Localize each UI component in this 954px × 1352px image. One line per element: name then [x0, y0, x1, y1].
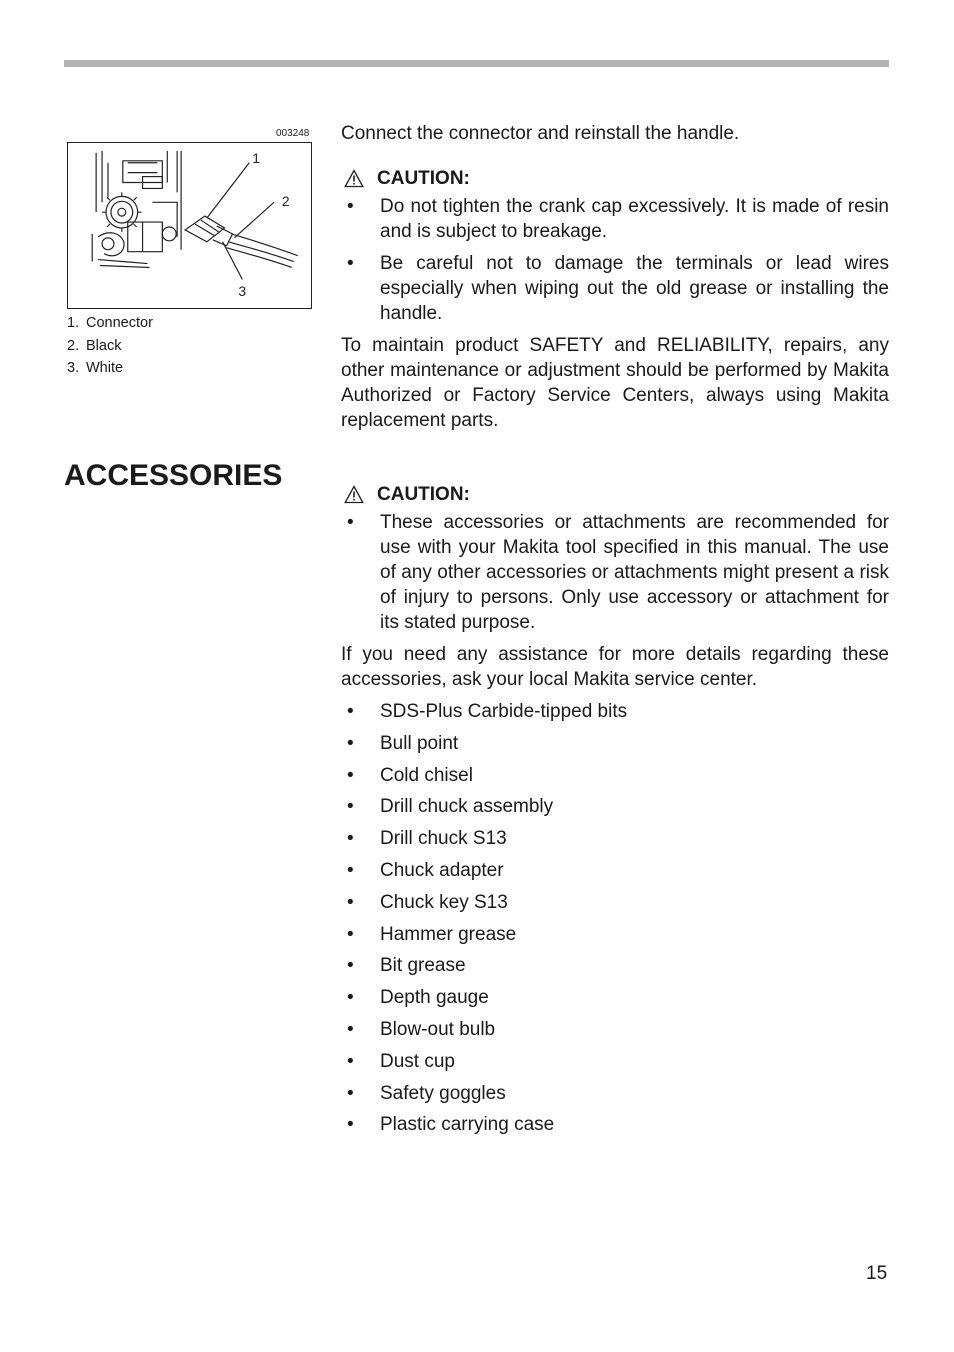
legend-number: 3.	[67, 360, 80, 376]
bullet: •	[347, 1018, 354, 1040]
bullet: •	[347, 196, 354, 217]
caution-label: CAUTION:	[377, 168, 470, 189]
legend-label: Connector	[86, 315, 153, 331]
caution-text: Do not tighten the crank cap excessively. It is made of resin and is subject to breakage.	[380, 196, 889, 242]
accessory-label: Blow-out bulb	[380, 1018, 496, 1040]
accessory-item	[341, 1081, 889, 1106]
legend-label: White	[86, 360, 124, 376]
warning-triangle-icon	[344, 485, 364, 504]
bullet: •	[347, 701, 354, 722]
accessory-label: Plastic carrying case	[380, 1114, 555, 1136]
bullet: •	[347, 796, 354, 818]
caution-item	[341, 510, 889, 635]
accessory-item	[341, 953, 889, 978]
accessory-item	[341, 985, 889, 1010]
bullet: •	[347, 1050, 354, 1072]
connector-figure	[67, 142, 312, 309]
bullet: •	[347, 987, 354, 1009]
assistance-paragraph: If you need any assistance for more details regarding these accessories, ask your local Makita service center.	[341, 644, 889, 690]
callout-2: 2	[281, 193, 290, 210]
reinstall-section	[341, 121, 889, 433]
accessory-item	[341, 890, 889, 915]
caution-label: CAUTION:	[377, 484, 470, 505]
section-title: ACCESSORIES	[64, 459, 283, 492]
bullet: •	[347, 764, 354, 786]
page-number: 15	[866, 1263, 888, 1284]
accessory-label: Bull point	[380, 732, 459, 754]
accessory-label: Cold chisel	[380, 764, 473, 786]
accessory-item	[341, 922, 889, 947]
legend-number: 1.	[67, 315, 80, 331]
bullet: •	[347, 828, 354, 850]
accessory-item	[341, 1112, 889, 1137]
caution-text: Be careful not to damage the terminals or lead wires especially when wiping out the old grease or installing the handle.	[380, 253, 889, 324]
accessory-label: Bit grease	[380, 955, 466, 977]
accessory-label: Depth gauge	[380, 987, 489, 1009]
callout-3: 3	[238, 283, 247, 300]
legend-label: Black	[86, 337, 122, 354]
accessories-list	[341, 699, 889, 1137]
legend-item	[67, 335, 153, 358]
reinstall-instruction: Connect the connector and reinstall the handle.	[341, 123, 740, 144]
legend-item	[67, 312, 153, 335]
accessories-section	[341, 482, 889, 1137]
caution-heading	[341, 166, 889, 191]
accessory-item	[341, 699, 889, 724]
accessory-item	[341, 858, 889, 883]
accessory-label: Chuck key S13	[380, 891, 508, 913]
bullet: •	[347, 923, 354, 945]
caution-list	[341, 510, 889, 635]
figure-code: 003248	[276, 128, 310, 139]
caution-text: These accessories or attachments are recommended for use with your Makita tool specified in this manual. The use of any other accessories or attachments might present a risk of injury to persons. Only use accessory or attachment for its stated purpose.	[380, 512, 889, 633]
bullet: •	[347, 859, 354, 881]
accessory-label: SDS-Plus Carbide-tipped bits	[380, 701, 628, 722]
connector-illustration	[68, 143, 311, 308]
accessory-item	[341, 1017, 889, 1042]
legend-number: 2.	[67, 337, 80, 354]
caution-heading	[341, 482, 889, 507]
bullet: •	[347, 1114, 354, 1136]
bullet: •	[347, 512, 354, 533]
accessory-label: Drill chuck assembly	[380, 796, 554, 818]
accessory-item	[341, 1049, 889, 1074]
bullet: •	[347, 253, 354, 274]
accessory-item	[341, 794, 889, 819]
caution-item	[341, 194, 889, 244]
caution-list	[341, 194, 889, 326]
figure-legend	[67, 312, 153, 380]
callout-1: 1	[252, 149, 260, 166]
warning-triangle-icon	[344, 169, 364, 188]
bullet: •	[347, 891, 354, 913]
top-rule	[64, 60, 889, 67]
accessory-item	[341, 826, 889, 851]
accessory-label: Chuck adapter	[380, 859, 504, 881]
accessory-label: Hammer grease	[380, 923, 517, 945]
bullet: •	[347, 732, 354, 754]
caution-item	[341, 251, 889, 326]
accessory-item	[341, 731, 889, 756]
legend-item	[67, 357, 153, 380]
accessory-label: Drill chuck S13	[380, 828, 507, 850]
bullet: •	[347, 1082, 354, 1104]
accessory-label: Safety goggles	[380, 1082, 506, 1104]
accessory-item	[341, 763, 889, 788]
accessory-label: Dust cup	[380, 1050, 455, 1072]
bullet: •	[347, 955, 354, 977]
maintenance-paragraph: To maintain product SAFETY and RELIABILITY, repairs, any other maintenance or adjustment should be performed by Makita Authorized or Factory Service Centers, always using Makita replacement parts.	[341, 335, 889, 431]
